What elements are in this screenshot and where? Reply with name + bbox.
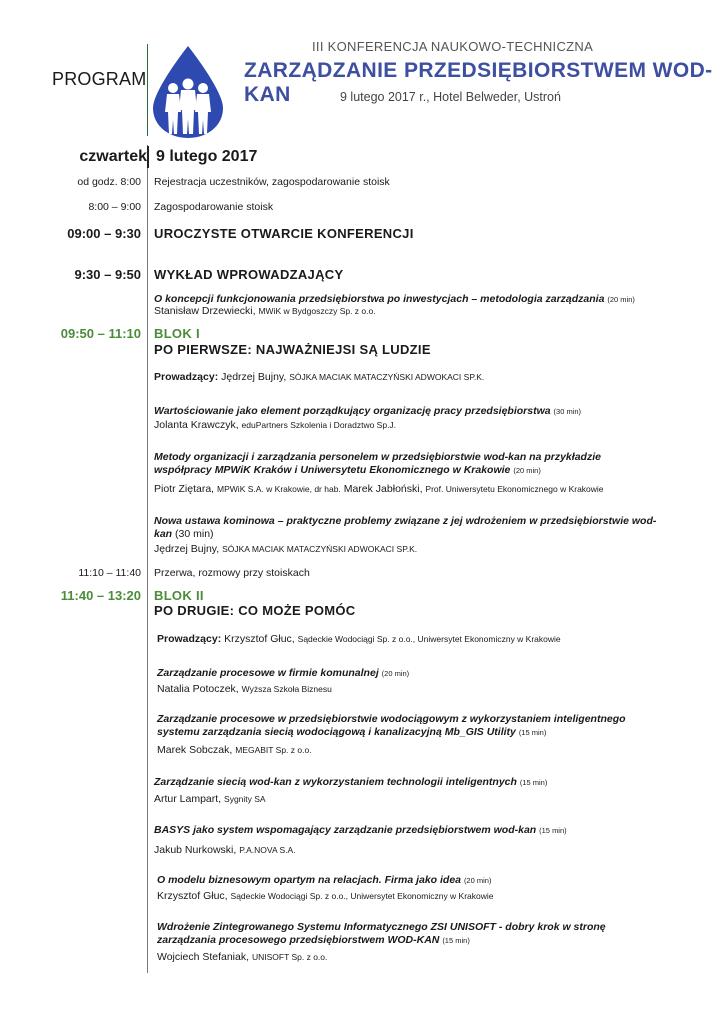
- block2-talk4-title: BASYS jako system wspomagający zarządzanie przedsiębiorstwem wod-kan (15 min): [154, 824, 567, 836]
- conference-title: ZARZĄDZANIE PRZEDSIĘBIORSTWEM WOD-KAN: [244, 59, 713, 106]
- block2-talk6-speaker: Wojciech Stefaniak, UNISOFT Sp. z o.o.: [157, 951, 328, 963]
- block2-talk6-title: Wdrożenie Zintegrowanego Systemu Informatycznego ZSI UNISOFT - dobry krok w stronę zarządzania procesowego przedsiębiorstwem WOD-KAN (15 min): [157, 921, 606, 946]
- time-opening: 09:00 – 9:30: [67, 226, 141, 241]
- day-date: 9 lutego 2017: [156, 148, 258, 165]
- block2-talk3-speaker: Artur Lampart, Sygnity SA: [154, 793, 266, 805]
- time-break: 11:10 – 11:40: [78, 567, 141, 579]
- block2-talk5-speaker: Krzysztof Głuc, Sądeckie Wodociągi Sp. z o.o., Uniwersytet Ekonomiczny w Krakowie: [157, 890, 494, 902]
- water-drop-logo-icon: [147, 44, 229, 140]
- timeline-divider: [147, 145, 148, 973]
- block1-talk3-title: Nowa ustawa kominowa – praktyczne problemy związane z jej wdrożeniem w przedsiębiorstwie wod- kan (30 min): [154, 515, 657, 540]
- day-separator: [147, 146, 149, 168]
- day-name: czwartek: [79, 148, 147, 165]
- time-intro: 9:30 – 9:50: [74, 267, 141, 282]
- time-block1: 09:50 – 11:10: [60, 326, 141, 341]
- block2-talk2-speaker: Marek Sobczak, MEGABIT Sp. z o.o.: [157, 744, 312, 756]
- time-stands: 8:00 – 9:00: [88, 201, 141, 213]
- block1-talk1-speaker: Jolanta Krawczyk, eduPartners Szkolenia i Doradztwo Sp.J.: [154, 419, 397, 431]
- block1-label: BLOK I: [154, 326, 200, 341]
- conference-subtitle: III KONFERENCJA NAUKOWO-TECHNICZNA: [312, 39, 594, 54]
- block1-title: PO PIERWSZE: NAJWAŻNIEJSI SĄ LUDZIE: [154, 342, 431, 357]
- intro-speaker: Stanisław Drzewiecki, MWiK w Bydgoszczy Sp. z o.o.: [154, 305, 376, 317]
- block2-talk1-title: Zarządzanie procesowe w firmie komunalnej (20 min): [157, 667, 410, 679]
- block2-talk4-speaker: Jakub Nurkowski, P.A.NOVA S.A.: [154, 844, 296, 856]
- registration-text: Rejestracja uczestników, zagospodarowanie stoisk: [154, 176, 390, 188]
- time-block2: 11:40 – 13:20: [60, 588, 141, 603]
- block2-talk3-title: Zarządzanie siecią wod-kan z wykorzystaniem technologii inteligentnych (15 min): [154, 776, 548, 788]
- opening-title: UROCZYSTE OTWARCIE KONFERENCJI: [154, 226, 414, 241]
- block1-moderator: Prowadzący: Jędrzej Bujny, SÓJKA MACIAK MATACZYŃSKI ADWOKACI SP.K.: [154, 371, 485, 383]
- stands-text: Zagospodarowanie stoisk: [154, 201, 274, 213]
- block1-talk2-speaker: Piotr Ziętara, MPWiK S.A. w Krakowie, dr hab. Marek Jabłoński, Prof. Uniwersytetu Ekonomicznego w Krakowie: [154, 483, 604, 495]
- conference-date-place: 9 lutego 2017 r., Hotel Belweder, Ustroń: [340, 90, 561, 104]
- program-label: PROGRAM: [52, 69, 147, 89]
- block2-talk1-speaker: Natalia Potoczek, Wyższa Szkoła Biznesu: [157, 683, 332, 695]
- block2-title: PO DRUGIE: CO MOŻE POMÓC: [154, 603, 356, 618]
- intro-title: WYKŁAD WPROWADZAJĄCY: [154, 267, 344, 282]
- block2-label: BLOK II: [154, 588, 204, 603]
- intro-talk-title: O koncepcji funkcjonowania przedsiębiorstwa po inwestycjach – metodologia zarządzania (20 min): [154, 293, 635, 305]
- block2-talk5-title: O modelu biznesowym opartym na relacjach. Firma jako idea (20 min): [157, 874, 492, 886]
- block1-talk2-title: Metody organizacji i zarządzania personelem w przedsiębiorstwie wod-kan na przykładzie współpracy MPWiK Kraków i Uniwersytetu Ekonomicznego w Krakowie (20 min): [154, 451, 601, 476]
- block2-moderator: Prowadzący: Krzysztof Głuc, Sądeckie Wodociągi Sp. z o.o., Uniwersytet Ekonomiczny w Krakowie: [157, 633, 561, 645]
- break-text: Przerwa, rozmowy przy stoiskach: [154, 567, 310, 579]
- time-registration: od godz. 8:00: [77, 176, 141, 188]
- block2-talk2-title: Zarządzanie procesowe w przedsiębiorstwie wodociągowym z wykorzystaniem inteligentnego systemu zarządzania siecią wodociągową i kanalizacyjną Mb_GIS Utility (15 min): [157, 713, 626, 738]
- block1-talk1-title: Wartościowanie jako element porządkujący organizację pracy przedsiębiorstwa (30 min): [154, 405, 582, 417]
- block1-talk3-speaker: Jędrzej Bujny, SÓJKA MACIAK MATACZYŃSKI ADWOKACI SP.K.: [154, 543, 418, 555]
